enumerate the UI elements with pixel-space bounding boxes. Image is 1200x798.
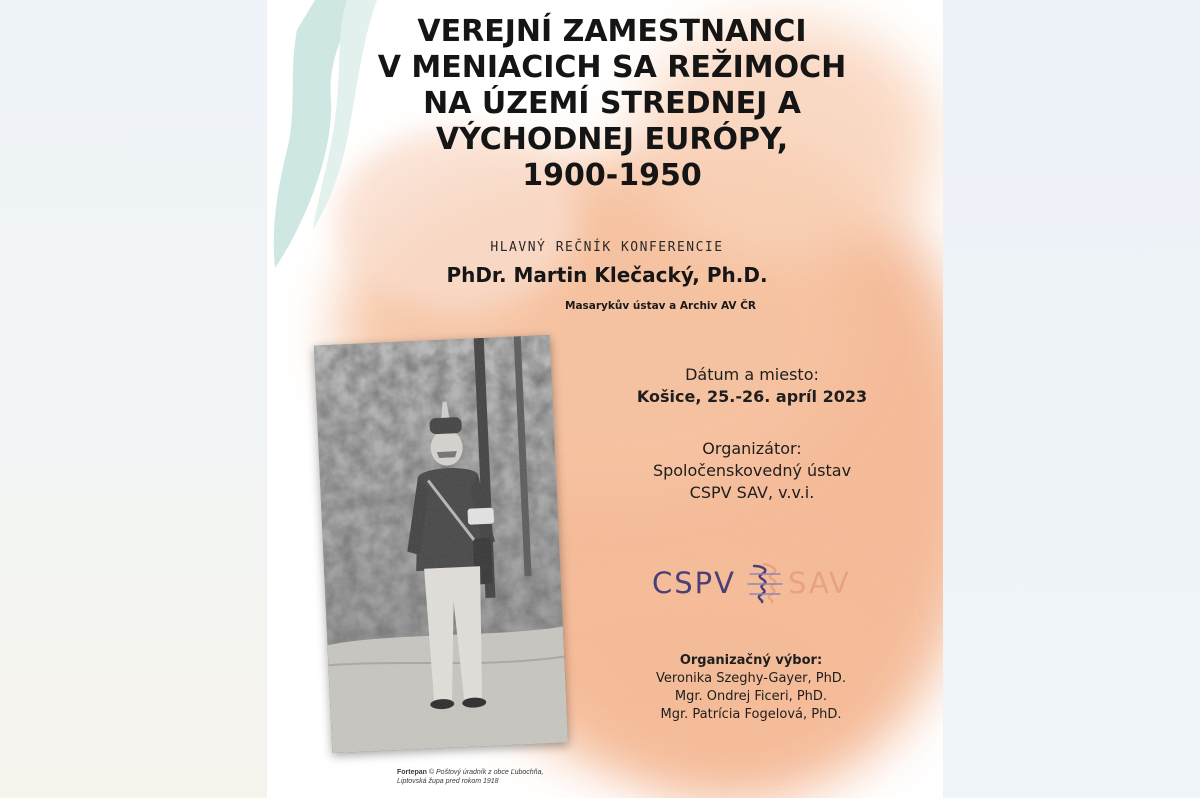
title-line: 1900-1950 bbox=[522, 158, 702, 193]
date-place-block bbox=[607, 364, 897, 408]
caption-text-line1: © Poštový úradník z obce Ľubochňa, bbox=[428, 769, 544, 776]
title-line: VÝCHODNEJ EURÓPY, bbox=[435, 122, 789, 157]
conference-poster bbox=[267, 0, 943, 798]
logo-text-right: SAV bbox=[788, 566, 851, 600]
speaker-name: PhDr. Martin Klečacký, Ph.D. bbox=[446, 263, 768, 287]
committee-member: Veronika Szeghy-Gayer, PhD. bbox=[656, 671, 846, 686]
logo-text-left: CSPV bbox=[652, 566, 736, 600]
background-right bbox=[943, 0, 1200, 798]
committee-member: Mgr. Ondrej Ficeri, PhD. bbox=[674, 689, 828, 704]
title-line: NA ÚZEMÍ STREDNEJ A bbox=[423, 86, 801, 121]
historical-photo bbox=[314, 335, 568, 753]
background-left bbox=[0, 0, 267, 798]
keynote-label: HLAVNÝ REČNÍK KONFERENCIE bbox=[490, 240, 724, 255]
caption-source: Fortepan bbox=[397, 769, 427, 776]
organizer-line: Spoločenskovedný ústav bbox=[652, 461, 852, 480]
date-place-value: Košice, 25.-26. apríl 2023 bbox=[636, 387, 868, 406]
photo-caption bbox=[397, 768, 717, 786]
title-line: V MENIACICH SA REŽIMOCH bbox=[377, 50, 847, 85]
logo-wave-icon bbox=[748, 564, 782, 602]
cspv-sav-logo bbox=[652, 560, 852, 604]
photo-postal-clerk-image bbox=[314, 335, 568, 753]
speaker-affiliation: Masarykův ústav a Archiv AV ČR bbox=[565, 300, 757, 312]
title-line: VEREJNÍ ZAMESTNANCI bbox=[417, 14, 807, 49]
organizer-line: CSPV SAV, v.v.i. bbox=[689, 483, 815, 502]
committee-label: Organizačný výbor: bbox=[679, 653, 823, 668]
organizer-label: Organizátor: bbox=[702, 439, 802, 458]
date-place-label: Dátum a miesto: bbox=[685, 365, 819, 384]
caption-text-line2: Liptovská župa pred rokom 1918 bbox=[397, 778, 499, 785]
poster-title bbox=[327, 14, 897, 194]
organizer-block bbox=[607, 438, 897, 504]
committee-member: Mgr. Patrícia Fogelová, PhD. bbox=[660, 707, 842, 722]
organizing-committee bbox=[617, 652, 885, 724]
